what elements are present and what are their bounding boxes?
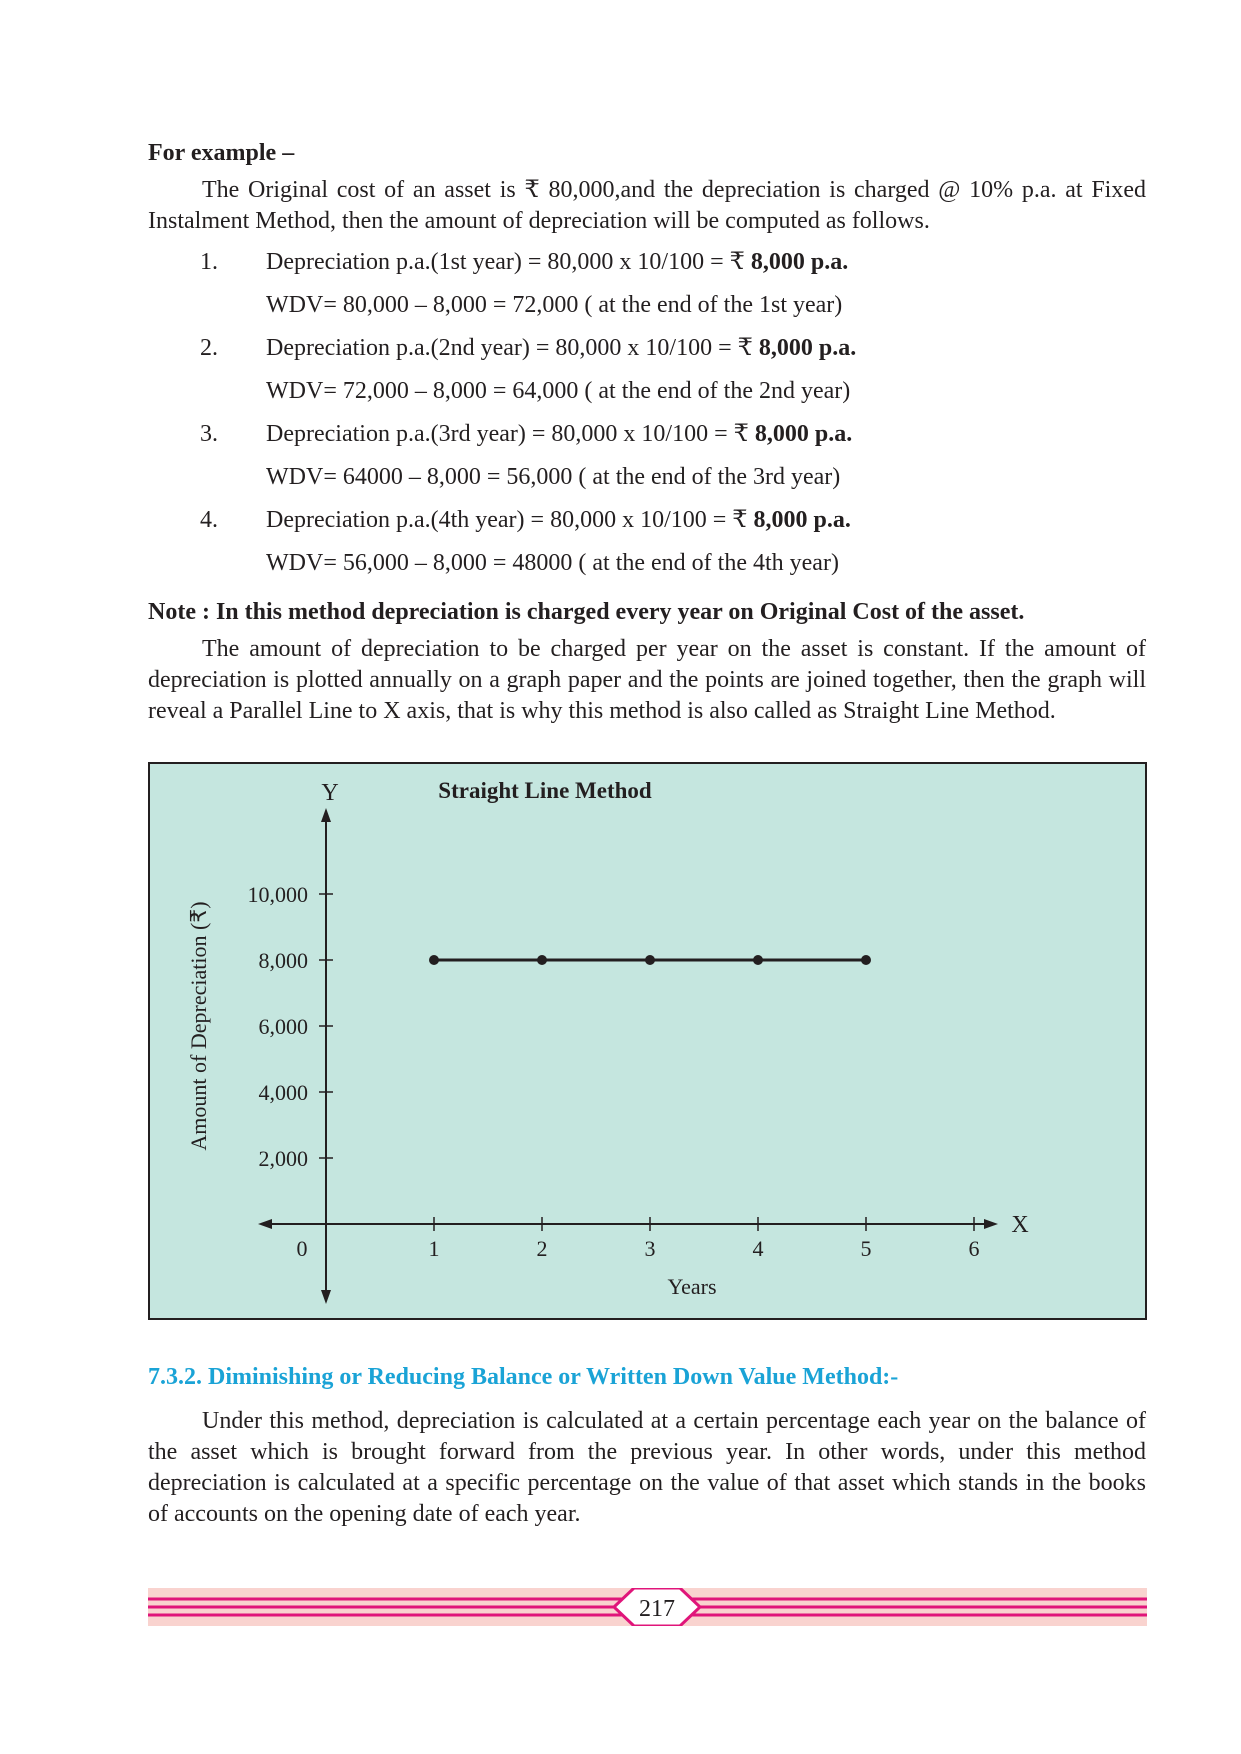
y-tick-label: 8,000 [258, 948, 308, 973]
step-wdv: WDV= 64000 – 8,000 = 56,000 ( at the end of the 3rd year) [266, 464, 841, 490]
y-tick-label: 6,000 [258, 1014, 308, 1039]
step-calc [266, 327, 1146, 370]
straight-line-chart [148, 762, 1147, 1320]
page-footer [148, 1588, 1147, 1626]
step-number: 1. [200, 249, 218, 275]
step-calc [266, 413, 1146, 456]
section-title: 7.3.2. Diminishing or Reducing Balance or Written Down Value Method:- [148, 1364, 899, 1390]
data-point [537, 955, 547, 965]
x-tick-label: 4 [752, 1236, 764, 1261]
y-axis-arrow-up [321, 808, 331, 822]
step-calc-text: Depreciation p.a.(1st year) = 80,000 x 10/100 = ₹ [266, 249, 751, 275]
step-calc-text: Depreciation p.a.(2nd year) = 80,000 x 10/100 = ₹ [266, 335, 759, 361]
step-amount: 8,000 p.a. [758, 335, 857, 361]
step-number: 2. [200, 335, 218, 361]
note-text: Note : In this method depreciation is charged every year on Original Cost of the asset. [148, 599, 1025, 625]
section-paragraph: Under this method, depreciation is calculated at a certain percentage each year on the balance of the asset which is brought forward from the previous year. In other words, under this method depreciation is calculated at a specific percentage on the value of that asset which stands in the books of accounts on the opening date of each year. [148, 1408, 1146, 1527]
x-tick-label: 3 [644, 1236, 656, 1261]
data-point [861, 955, 871, 965]
step-calc-text: Depreciation p.a.(4th year) = 80,000 x 10/100 = ₹ [266, 507, 754, 533]
step-calc [266, 499, 1146, 542]
step-item [148, 327, 1146, 413]
step-number: 4. [200, 507, 218, 533]
step-amount: 8,000 p.a. [753, 507, 851, 533]
example-intro: The Original cost of an asset is ₹ 80,000,and the depreciation is charged @ 10% p.a. at Fixed Instalment Method, then the amount of depreciation will be computed as follows. [148, 177, 1146, 234]
origin-label: 0 [296, 1236, 308, 1261]
x-tick-label: 1 [428, 1236, 440, 1261]
data-point [429, 955, 439, 965]
step-wdv: WDV= 72,000 – 8,000 = 64,000 ( at the end of the 2nd year) [266, 378, 851, 404]
step-wdv: WDV= 56,000 – 8,000 = 48000 ( at the end of the 4th year) [266, 550, 839, 576]
step-calc [266, 241, 1146, 284]
x-tick-label: 2 [536, 1236, 548, 1261]
y-axis-arrow-down [321, 1290, 331, 1304]
x-tick-label: 6 [968, 1236, 980, 1261]
x-axis-arrow-left [258, 1219, 272, 1229]
x-axis-arrow-right [984, 1219, 998, 1229]
explanation-paragraph: The amount of depreciation to be charged per year on the asset is constant. If the amount of depreciation is plotted annually on a graph paper and the points are joined together, then the graph will reveal a Parallel Line to X axis, that is why this method is also called as Straight Line Method. [148, 636, 1146, 724]
y-tick-label: 4,000 [258, 1080, 308, 1105]
page-number: 217 [639, 1596, 675, 1622]
data-point [645, 955, 655, 965]
y-tick-label: 10,000 [247, 882, 308, 907]
x-axis-label: Years [667, 1274, 717, 1299]
example-heading: For example – [148, 140, 295, 166]
step-wdv: WDV= 80,000 – 8,000 = 72,000 ( at the end of the 1st year) [266, 292, 843, 318]
x-tick-label: 5 [860, 1236, 872, 1261]
step-item [148, 241, 1146, 327]
y-tick-label: 2,000 [258, 1146, 308, 1171]
footer-band [148, 1588, 1147, 1626]
step-item [148, 413, 1146, 499]
chart-svg [150, 764, 1145, 1318]
page-content [148, 140, 1146, 727]
step-item [148, 499, 1146, 585]
step-calc-text: Depreciation p.a.(3rd year) = 80,000 x 10/100 = ₹ [266, 421, 755, 447]
depreciation-steps [148, 241, 1146, 585]
x-axis-letter: X [1011, 1212, 1029, 1238]
step-amount: 8,000 p.a. [750, 249, 849, 275]
chart-title: Straight Line Method [438, 778, 652, 803]
step-number: 3. [200, 421, 218, 447]
data-point [753, 955, 763, 965]
y-axis-label: Amount of Depreciation (₹) [186, 901, 211, 1151]
step-amount: 8,000 p.a. [754, 421, 853, 447]
y-axis-letter: Y [321, 780, 339, 806]
